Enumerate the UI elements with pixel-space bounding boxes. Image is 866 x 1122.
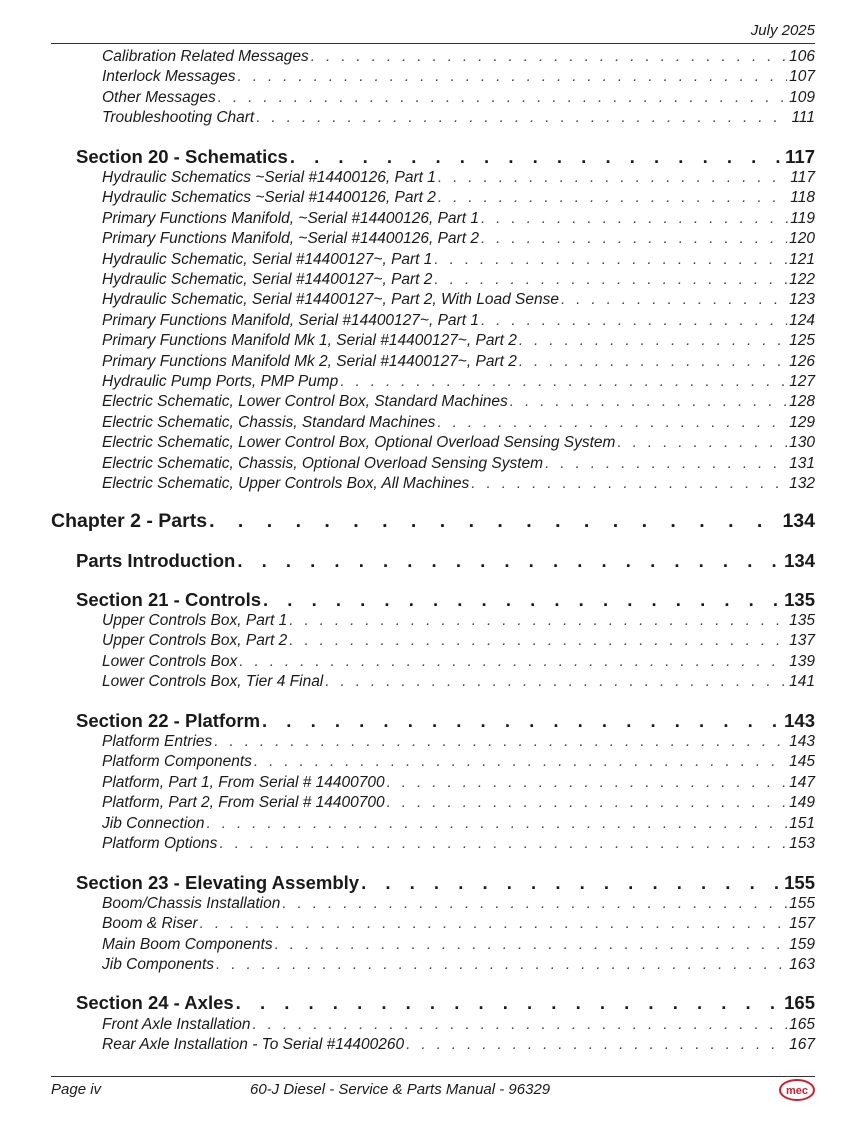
toc-entry-title: Main Boom Components xyxy=(102,936,273,953)
toc-entry[interactable] xyxy=(102,414,815,434)
toc-section-22[interactable] xyxy=(76,710,815,734)
toc-entry[interactable] xyxy=(102,169,815,189)
dot-leader xyxy=(254,753,787,771)
toc-entry-title: Platform Options xyxy=(102,835,218,852)
dot-leader xyxy=(617,434,787,452)
toc-entry-page: 155 xyxy=(789,895,815,912)
toc-entry-page: 109 xyxy=(789,89,815,106)
toc-entry-page: 159 xyxy=(789,936,815,953)
toc-entry-title: Upper Controls Box, Part 1 xyxy=(102,612,288,629)
dot-leader xyxy=(237,550,782,572)
dot-leader xyxy=(437,414,787,432)
toc-section-21[interactable] xyxy=(76,589,815,613)
toc-entry-page: 118 xyxy=(790,189,815,206)
toc-entry[interactable] xyxy=(102,956,815,976)
footer-page-number: Page iv xyxy=(51,1081,102,1098)
toc-entry-page: 137 xyxy=(789,632,815,649)
toc-entry-page: 145 xyxy=(789,753,815,770)
toc-entry-title: Primary Functions Manifold Mk 2, Serial #14400127~, Part 2 xyxy=(102,353,517,370)
toc-entry[interactable] xyxy=(102,68,815,88)
dot-leader xyxy=(275,936,788,954)
toc-entry-page: 124 xyxy=(789,312,815,329)
toc-entry-title: Platform, Part 2, From Serial # 14400700 xyxy=(102,794,385,811)
toc-section-20[interactable] xyxy=(76,146,815,170)
dot-leader xyxy=(263,589,782,611)
toc-entry-title: Lower Controls Box, Tier 4 Final xyxy=(102,673,324,690)
toc-entry-title: Electric Schematic, Lower Control Box, Optional Overload Sensing System xyxy=(102,434,616,451)
section-page: 134 xyxy=(784,550,815,571)
toc-entry-title: Primary Functions Manifold, ~Serial #14400126, Part 1 xyxy=(102,210,479,227)
toc-entry-page: 106 xyxy=(789,48,815,65)
dot-leader xyxy=(256,109,789,127)
toc-entry-page: 143 xyxy=(789,733,815,750)
toc-entry-page: 122 xyxy=(789,271,815,288)
logo-text: mec xyxy=(785,1085,809,1097)
toc-entry-page: 163 xyxy=(789,956,815,973)
toc-entry-page: 153 xyxy=(789,835,815,852)
toc-entry-page: 120 xyxy=(789,230,815,247)
toc-entry-page: 130 xyxy=(789,434,815,451)
toc-entry[interactable] xyxy=(102,835,815,855)
toc-entry-title: Electric Schematic, Chassis, Optional Overload Sensing System xyxy=(102,455,544,472)
section-page: 165 xyxy=(784,992,815,1013)
dot-leader xyxy=(200,915,788,933)
toc-section-24[interactable] xyxy=(76,992,815,1016)
toc-entry-page: 147 xyxy=(789,774,815,791)
toc-entry-title: Lower Controls Box xyxy=(102,653,238,670)
section-title: Parts Introduction xyxy=(76,550,236,571)
toc-entry-title: Hydraulic Schematics ~Serial #14400126, Part 1 xyxy=(102,169,436,186)
toc-entry-title: Jib Connection xyxy=(102,815,205,832)
toc-entry[interactable] xyxy=(102,210,815,230)
dot-leader xyxy=(290,146,783,168)
toc-entry[interactable] xyxy=(102,89,815,109)
toc-entry[interactable] xyxy=(102,632,815,652)
toc-entry-title: Front Axle Installation xyxy=(102,1016,251,1033)
toc-chapter-2[interactable] xyxy=(51,510,815,536)
toc-entry-page: 107 xyxy=(789,68,815,85)
toc-entry[interactable] xyxy=(102,353,815,373)
toc-entry-title: Primary Functions Manifold, ~Serial #14400126, Part 2 xyxy=(102,230,479,247)
toc-entry[interactable] xyxy=(102,673,815,693)
toc-entry[interactable] xyxy=(102,48,815,68)
dot-leader xyxy=(406,1036,787,1054)
toc-entry-title: Rear Axle Installation - To Serial #14400260 xyxy=(102,1036,405,1053)
toc-entry[interactable] xyxy=(102,455,815,475)
toc-entry-title: Platform Components xyxy=(102,753,252,770)
toc-entry-page: 123 xyxy=(789,291,815,308)
toc-entry[interactable] xyxy=(102,653,815,673)
dot-leader xyxy=(219,835,787,853)
toc-entry[interactable] xyxy=(102,774,815,794)
toc-entry-title: Boom & Riser xyxy=(102,915,198,932)
dot-leader xyxy=(289,632,787,650)
toc-entry-title: Boom/Chassis Installation xyxy=(102,895,281,912)
section-title: Section 21 - Controls xyxy=(76,589,262,610)
toc-entry-title: Primary Functions Manifold Mk 1, Serial #14400127~, Part 2 xyxy=(102,332,517,349)
footer-rule xyxy=(51,1076,815,1077)
toc-entry[interactable] xyxy=(102,230,815,250)
section-page: 117 xyxy=(785,146,815,167)
toc-entry-title: Hydraulic Pump Ports, PMP Pump xyxy=(102,373,339,390)
toc-entry[interactable] xyxy=(102,332,815,352)
toc-entry[interactable] xyxy=(102,109,815,129)
toc-entry-title: Hydraulic Schematic, Serial #14400127~, Part 2, With Load Sense xyxy=(102,291,559,308)
toc-entry[interactable] xyxy=(102,612,815,632)
dot-leader xyxy=(471,475,787,493)
dot-leader xyxy=(545,455,787,473)
dot-leader xyxy=(340,373,787,391)
toc-entry-title: Electric Schematic, Chassis, Standard Machines xyxy=(102,414,436,431)
toc-entry-page: 119 xyxy=(790,210,815,227)
toc-entry[interactable] xyxy=(102,251,815,271)
toc-section-23[interactable] xyxy=(76,872,815,896)
toc-entry[interactable] xyxy=(102,915,815,935)
dot-leader xyxy=(239,653,787,671)
toc-entry[interactable] xyxy=(102,895,815,915)
toc-entry[interactable] xyxy=(102,475,815,495)
mec-logo xyxy=(779,1079,815,1101)
toc-entry[interactable] xyxy=(102,393,815,413)
dot-leader xyxy=(209,510,780,533)
section-title: Section 24 - Axles xyxy=(76,992,234,1013)
toc-entry-title: Other Messages xyxy=(102,89,216,106)
toc-entry-title: Interlock Messages xyxy=(102,68,236,85)
toc-entry-title: Hydraulic Schematics ~Serial #14400126, Part 2 xyxy=(102,189,436,206)
toc-entry-page: 132 xyxy=(789,475,815,492)
dot-leader xyxy=(510,393,787,411)
toc-entry-page: 135 xyxy=(789,612,815,629)
toc-entry-page: 131 xyxy=(789,455,815,472)
toc-entry[interactable] xyxy=(102,936,815,956)
dot-leader xyxy=(481,312,787,330)
dot-leader xyxy=(438,169,788,187)
chapter-page: 134 xyxy=(782,510,815,532)
toc-entry[interactable] xyxy=(102,733,815,753)
dot-leader xyxy=(214,733,787,751)
dot-leader xyxy=(218,89,787,107)
toc-entry-title: Calibration Related Messages xyxy=(102,48,309,65)
dot-leader xyxy=(481,230,787,248)
dot-leader xyxy=(434,251,787,269)
toc-entry-title: Hydraulic Schematic, Serial #14400127~, Part 1 xyxy=(102,251,433,268)
toc-entry-page: 128 xyxy=(789,393,815,410)
toc-entry[interactable] xyxy=(102,291,815,311)
chapter-title: Chapter 2 - Parts xyxy=(51,510,208,532)
toc-entry-title: Primary Functions Manifold, Serial #14400127~, Part 1 xyxy=(102,312,479,329)
dot-leader xyxy=(216,956,787,974)
section-title: Section 22 - Platform xyxy=(76,710,261,731)
toc-entry-title: Electric Schematic, Upper Controls Box, All Machines xyxy=(102,475,470,492)
toc-entry-page: 141 xyxy=(789,673,815,690)
toc-entry-page: 165 xyxy=(789,1016,815,1033)
dot-leader xyxy=(238,68,788,86)
toc-entry-page: 139 xyxy=(789,653,815,670)
toc-entry-page: 129 xyxy=(789,414,815,431)
toc-entry-page: 151 xyxy=(789,815,815,832)
toc-entry-page: 126 xyxy=(789,353,815,370)
toc-entry-page: 117 xyxy=(790,169,815,186)
dot-leader xyxy=(434,271,787,289)
section-page: 135 xyxy=(784,589,815,610)
dot-leader xyxy=(311,48,787,66)
toc-entry[interactable] xyxy=(102,434,815,454)
toc-entry-page: 121 xyxy=(789,251,815,268)
toc-entry-title: Platform, Part 1, From Serial # 14400700 xyxy=(102,774,385,791)
toc-entry-page: 111 xyxy=(791,109,815,126)
toc-entry[interactable] xyxy=(102,189,815,209)
toc-entry[interactable] xyxy=(102,312,815,332)
section-title: Section 20 - Schematics xyxy=(76,146,288,167)
toc-entry-page: 125 xyxy=(789,332,815,349)
dot-leader xyxy=(519,353,787,371)
toc-entry-page: 149 xyxy=(789,794,815,811)
toc-entry[interactable] xyxy=(102,753,815,773)
dot-leader xyxy=(361,872,782,894)
toc-entry-page: 127 xyxy=(789,373,815,390)
toc-entry[interactable] xyxy=(102,794,815,814)
toc-entry[interactable] xyxy=(102,815,815,835)
section-page: 155 xyxy=(784,872,815,893)
toc-entry-title: Electric Schematic, Lower Control Box, Standard Machines xyxy=(102,393,508,410)
section-page: 143 xyxy=(784,710,815,731)
toc-parts-introduction[interactable] xyxy=(76,550,815,574)
dot-leader xyxy=(236,992,782,1014)
toc-entry-title: Upper Controls Box, Part 2 xyxy=(102,632,288,649)
dot-leader xyxy=(519,332,787,350)
toc-entry-page: 167 xyxy=(789,1036,815,1053)
footer-manual-title: 60-J Diesel - Service & Parts Manual - 96329 xyxy=(250,1081,551,1098)
dot-leader xyxy=(325,673,787,691)
section-title: Section 23 - Elevating Assembly xyxy=(76,872,360,893)
dot-leader xyxy=(282,895,787,913)
toc-entry-title: Jib Components xyxy=(102,956,215,973)
dot-leader xyxy=(438,189,788,207)
toc-entry[interactable] xyxy=(102,1036,815,1056)
header-rule xyxy=(51,43,815,44)
toc-entry[interactable] xyxy=(102,271,815,291)
dot-leader xyxy=(561,291,787,309)
toc-entry-title: Hydraulic Schematic, Serial #14400127~, Part 2 xyxy=(102,271,433,288)
dot-leader xyxy=(252,1016,787,1034)
dot-leader xyxy=(289,612,787,630)
dot-leader xyxy=(481,210,788,228)
toc-entry[interactable] xyxy=(102,1016,815,1036)
dot-leader xyxy=(207,815,788,833)
dot-leader xyxy=(262,710,782,732)
dot-leader xyxy=(387,774,788,792)
header-date: July 2025 xyxy=(750,22,815,39)
toc-entry-page: 157 xyxy=(789,915,815,932)
dot-leader xyxy=(387,794,788,812)
toc-entry[interactable] xyxy=(102,373,815,393)
toc-entry-title: Platform Entries xyxy=(102,733,213,750)
toc-entry-title: Troubleshooting Chart xyxy=(102,109,255,126)
